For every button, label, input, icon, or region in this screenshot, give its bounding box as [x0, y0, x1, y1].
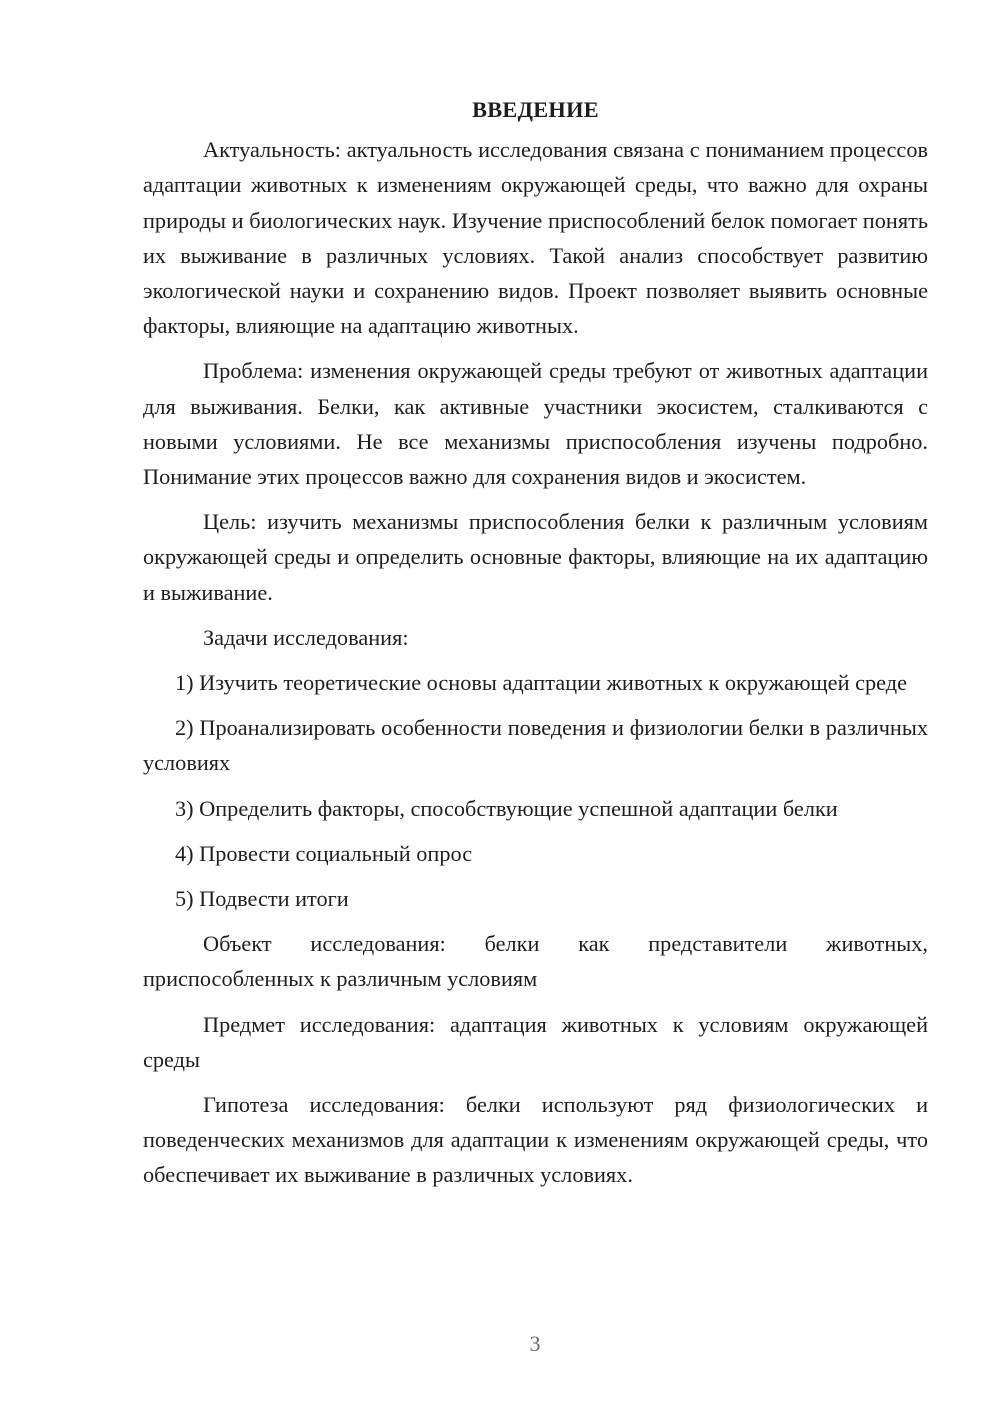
page-number: 3 — [529, 1331, 541, 1356]
hypothesis-paragraph: Гипотеза исследования: белки используют ряд физиологических и поведенческих механизмов для адаптации к изменениям окружающей среды, что обеспечивает их выживание в различных условиях. — [143, 1092, 928, 1188]
subject-paragraph: Предмет исследования: адаптация животных к условиям окружающей среды — [143, 1011, 928, 1072]
document-page — [143, 92, 928, 1203]
goal-paragraph: Цель: изучить механизмы приспособления белки к различным условиям окружающей среды и определить основные факторы, влияющие на их адаптацию и выживание. — [143, 509, 928, 605]
section-title: ВВЕДЕНИЕ — [472, 97, 599, 122]
problem-paragraph: Проблема: изменения окружающей среды требуют от животных адаптации для выживания. Белки, как активные участники экосистем, сталкиваются с новыми условиями. Не все механизмы приспособления изучены подробно. Понимание этих процессов важно для сохранения видов и экосистем. — [143, 358, 928, 490]
task-item: 4) Провести социальный опрос — [175, 840, 473, 866]
object-paragraph: Объект исследования: белки как представители животных, приспособленных к различным условиям — [143, 931, 928, 992]
task-item: 3) Определить факторы, способствующие успешной адаптации белки — [175, 795, 838, 821]
task-item: 5) Подвести итоги — [175, 886, 349, 912]
tasks-heading: Задачи исследования: — [203, 624, 409, 650]
task-item: 2) Проанализировать особенности поведения и физиологии белки в различных условиях — [143, 715, 928, 776]
tasks-list — [143, 665, 928, 916]
task-item: 1) Изучить теоретические основы адаптации животных к окружающей среде — [175, 670, 907, 696]
relevance-paragraph: Актуальность: актуальность исследования связана с пониманием процессов адаптации животных к изменениям окружающей среды, что важно для охраны природы и биологических наук. Изучение приспособлений белок помогает понять их выживание в различных условиях. Такой анализ способствует развитию экологической науки и сохранению видов. Проект позволяет выявить основные факторы, влияющие на адаптацию животных. — [143, 137, 928, 339]
